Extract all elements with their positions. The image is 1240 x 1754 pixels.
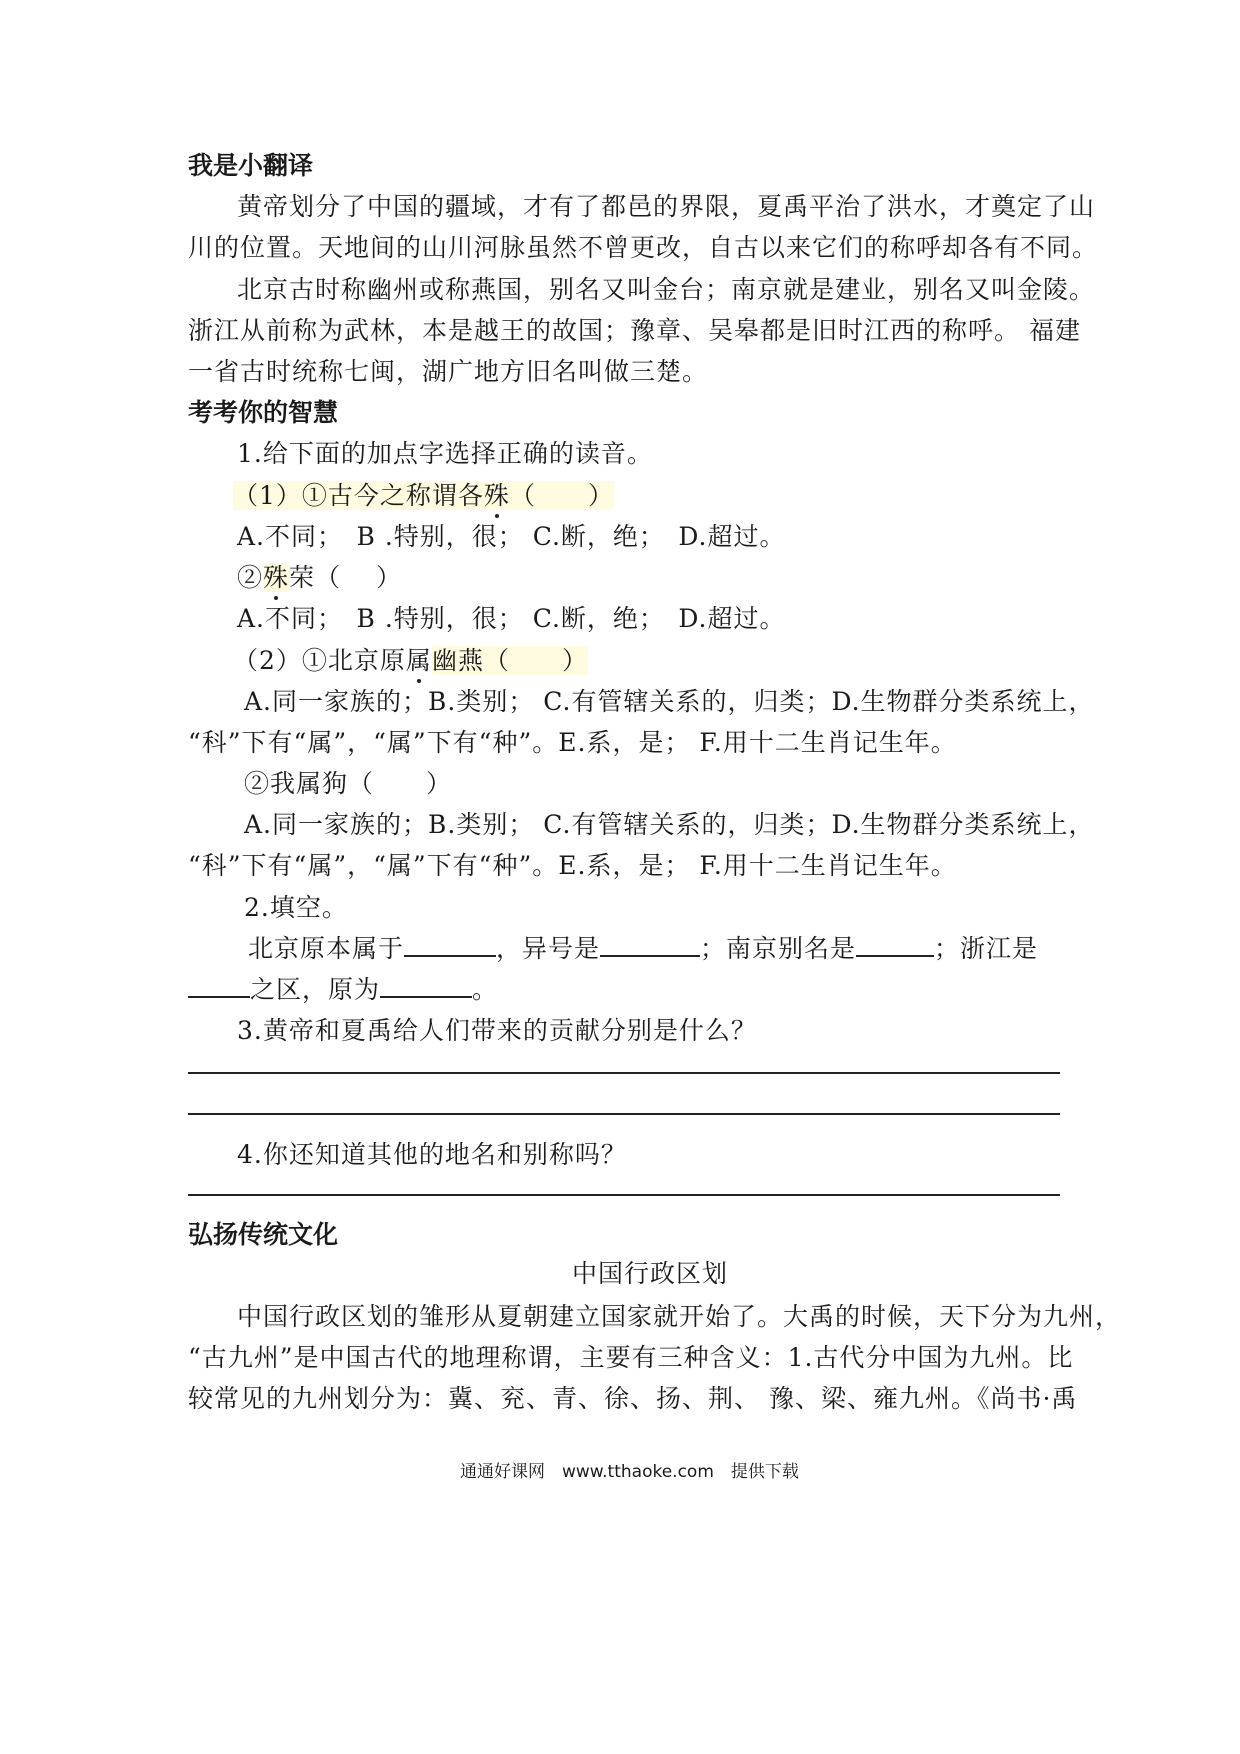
paragraph-line: “古九州”是中国古代的地理称谓，主要有三种含义：1.古代分中国为九州。比 [188, 1343, 1074, 1372]
section-heading-culture: 弘扬传统文化 [188, 1220, 339, 1249]
question-1-2b[interactable]: ②我属狗（ ） [244, 769, 453, 798]
dotted-character: 殊 [483, 481, 510, 510]
question-suffix[interactable]: 荣（ ） [289, 563, 402, 592]
question-3: 3.黄帝和夏禹给人们带来的贡献分别是什么？ [237, 1016, 757, 1045]
blank-input[interactable] [600, 933, 700, 957]
fill-text: ；浙江是 [934, 934, 1039, 963]
question-prefix: （2）①北京原 [233, 646, 406, 675]
options-line: A.同一家族的；B.类别； C.有管辖关系的，归类；D.生物群分类系统上， [244, 687, 1095, 716]
paragraph-line: 较常见的九州划分为：冀、兖、青、徐、扬、荆、 豫、梁、雍九州。《尚书·禹 [188, 1384, 1078, 1413]
paragraph-line: 浙江从前称为武林，本是越王的故国；豫章、吴皋都是旧时江西的称呼。 福建 [188, 316, 1081, 345]
fill-text: ；南京别名是 [700, 934, 857, 963]
options-line: A.同一家族的；B.类别； C.有管辖关系的，归类；D.生物群分类系统上， [244, 810, 1095, 839]
options-line: A.不同； B .特别，很； C.断，绝； D.超过。 [237, 522, 786, 551]
question-4: 4.你还知道其他的地名和别称吗？ [237, 1140, 627, 1169]
fill-blank-line-2 [188, 970, 498, 1006]
footer-credit: 通通好课网 www.tthaoke.com 提供下载 [460, 1462, 799, 1482]
question-suffix[interactable]: 幽燕（ ） [431, 646, 588, 675]
paragraph-line: 中国行政区划的雏形从夏朝建立国家就开始了。大禹的时候，天下分为九州， [237, 1302, 1122, 1331]
question-1-2 [233, 641, 588, 677]
blank-input[interactable] [404, 933, 496, 957]
options-line: “科”下有“属”，“属”下有“种”。E.系，是； F.用十二生肖记生年。 [188, 728, 957, 757]
options-line: “科”下有“属”，“属”下有“种”。E.系，是； F.用十二生肖记生年。 [188, 851, 957, 880]
article-title: 中国行政区划 [572, 1259, 729, 1288]
blank-input[interactable] [188, 974, 250, 998]
fill-blank-line-1 [248, 929, 1038, 965]
options-line: A.不同； B .特别，很； C.断，绝； D.超过。 [237, 604, 786, 633]
section-heading-translate: 我是小翻译 [188, 151, 314, 180]
fill-text: 之区，原为 [250, 975, 381, 1004]
dotted-character: 属 [405, 646, 432, 675]
answer-line[interactable] [188, 1194, 1060, 1196]
dotted-character: 殊 [263, 563, 290, 592]
question-prefix: ② [237, 563, 264, 592]
blank-input[interactable] [856, 933, 934, 957]
paragraph-line: 川的位置。天地间的山川河脉虽然不曾更改，自古以来它们的称呼却各有不同。 [188, 233, 1099, 262]
fill-text: 北京原本属于 [248, 934, 405, 963]
question-1-1-prefix: （1）①古今之称谓各 [233, 481, 484, 510]
paragraph-line: 北京古时称幽州或称燕国，别名又叫金台；南京就是建业，别名又叫金陵。 [237, 275, 1096, 304]
fill-text: 。 [472, 975, 499, 1004]
question-2: 2.填空。 [244, 893, 348, 922]
fill-text: ，异号是 [496, 934, 601, 963]
answer-line[interactable] [188, 1113, 1060, 1115]
question-1-1 [233, 476, 614, 512]
section-heading-quiz: 考考你的智慧 [188, 398, 339, 427]
question-1: 1.给下面的加点字选择正确的读音。 [237, 439, 653, 468]
answer-line[interactable] [188, 1072, 1060, 1074]
answer-paren[interactable]: （ ） [509, 481, 614, 510]
paragraph-line: 一省古时统称七闽，湖广地方旧名叫做三楚。 [188, 357, 709, 386]
blank-input[interactable] [380, 974, 472, 998]
question-1-1b [237, 558, 402, 594]
paragraph-line: 黄帝划分了中国的疆域，才有了都邑的界限，夏禹平治了洪水，才奠定了山 [237, 192, 1096, 221]
